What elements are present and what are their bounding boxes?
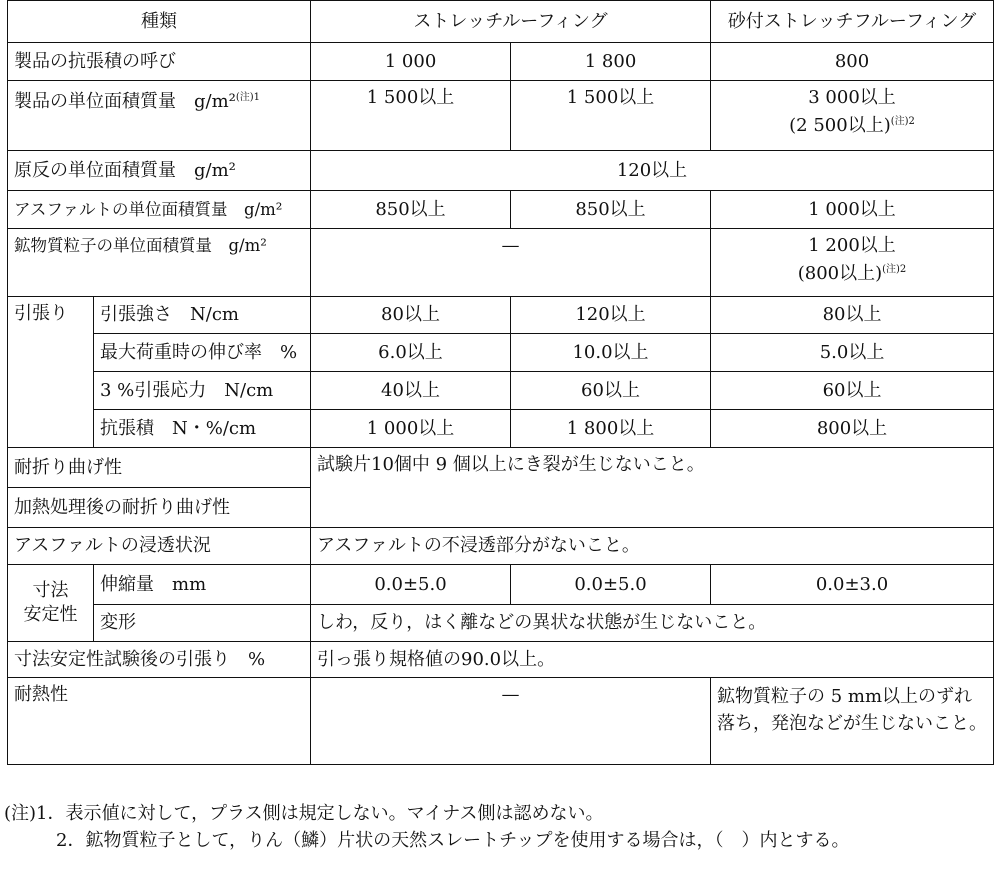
cell-line: [717, 258, 987, 286]
table-cell: 10.0以上: [511, 334, 711, 372]
cell-line: 1 200以上: [808, 235, 896, 256]
table-cell: しわ，反り，はく離などの異状な状態が生じないこと。: [311, 605, 994, 642]
header-stretch-roofing: ストレッチルーフィング: [311, 1, 711, 43]
table-cell: 0.0±5.0: [311, 565, 511, 605]
row-label: 最大荷重時の伸び率 %: [94, 334, 311, 372]
table-cell: 1 800: [511, 43, 711, 81]
table-cell: 1 000以上: [711, 191, 994, 229]
table-cell: 40以上: [311, 372, 511, 410]
note-ref: (注)2: [882, 264, 907, 275]
table-cell: 850以上: [511, 191, 711, 229]
table-cell: 120以上: [311, 151, 994, 191]
table-cell: 1 000: [311, 43, 511, 81]
group-line: 寸法: [32, 580, 69, 601]
row-label: 製品の抗張積の呼び: [8, 43, 311, 81]
note-text: 1．表示値に対して，プラス側は規定しない。マイナス側は認めない。: [36, 803, 604, 824]
table-cell: 引っ張り規格値の90.0以上。: [311, 642, 994, 678]
table-cell: 800: [711, 43, 994, 81]
header-sanded-roofing: 砂付ストレッチフルーフィング: [711, 1, 994, 43]
group-label-tensile: 引張り: [8, 297, 94, 448]
row-label: 引張強さ N/cm: [94, 297, 311, 334]
row-label-text: 製品の単位面積質量 g/m²: [14, 91, 236, 112]
table-row: [8, 410, 994, 448]
group-label-dimension: [8, 565, 94, 642]
header-row: [8, 1, 994, 43]
note-ref: (注)2: [890, 116, 915, 127]
spec-table: [7, 0, 994, 765]
row-label: 寸法安定性試験後の引張り %: [8, 642, 311, 678]
table-row: [8, 528, 994, 565]
table-row: [8, 372, 994, 410]
table-cell: 試験片10個中 9 個以上にき裂が生じないこと。: [311, 448, 994, 528]
table-cell: アスファルトの不浸透部分がないこと。: [311, 528, 994, 565]
table-cell: 1 500以上: [311, 81, 511, 151]
table-row: [8, 605, 994, 642]
cell-line: [717, 110, 987, 138]
table-cell: 60以上: [711, 372, 994, 410]
table-cell: 120以上: [511, 297, 711, 334]
row-label: 3 %引張応力 N/cm: [94, 372, 311, 410]
note-ref: (注)1: [235, 92, 261, 103]
table-cell: 0.0±3.0: [711, 565, 994, 605]
table-row: [8, 565, 994, 605]
table-row: [8, 81, 994, 151]
table-cell: 0.0±5.0: [511, 565, 711, 605]
table-row: [8, 43, 994, 81]
row-label: アスファルトの浸透状況: [8, 528, 311, 565]
table-cell: 1 000以上: [311, 410, 511, 448]
table-cell: 1 500以上: [511, 81, 711, 151]
table-row: [8, 334, 994, 372]
row-label: [8, 81, 311, 151]
table-cell: —: [311, 678, 711, 765]
cell-line: 3 000以上: [808, 87, 896, 108]
table-cell: [711, 81, 994, 151]
note-prefix: (注): [4, 803, 37, 824]
row-label: 耐折り曲げ性: [8, 448, 311, 488]
table-row: [8, 151, 994, 191]
notes: [4, 800, 996, 854]
table-row: [8, 448, 994, 488]
table-row: [8, 191, 994, 229]
table-cell: —: [311, 229, 711, 297]
row-label: 鉱物質粒子の単位面積質量 g/m²: [8, 229, 311, 297]
table-cell: 1 800以上: [511, 410, 711, 448]
table-cell: 850以上: [311, 191, 511, 229]
table-cell: 鉱物質粒子の 5 mm以上のずれ落ち，発泡などが生じないこと。: [711, 678, 994, 765]
table-row: [8, 297, 994, 334]
row-label: 加熱処理後の耐折り曲げ性: [8, 488, 311, 528]
cell-line-text: (2 500以上): [789, 115, 891, 136]
table-cell: 5.0以上: [711, 334, 994, 372]
table-cell: [711, 229, 994, 297]
table-cell: 80以上: [711, 297, 994, 334]
table-row: [8, 678, 994, 765]
note-1: [4, 800, 996, 827]
row-label: アスファルトの単位面積質量 g/m²: [8, 191, 311, 229]
group-line: 安定性: [23, 604, 78, 625]
cell-line-text: (800以上): [797, 263, 883, 284]
row-label: 変形: [94, 605, 311, 642]
table-cell: 80以上: [311, 297, 511, 334]
table-cell: 6.0以上: [311, 334, 511, 372]
note-2: 2．鉱物質粒子として，りん（鱗）片状の天然スレートチップを使用する場合は，（ ）内とする。: [56, 830, 850, 851]
row-label: 原反の単位面積質量 g/m²: [8, 151, 311, 191]
header-kind: 種類: [8, 1, 311, 43]
table-cell: 800以上: [711, 410, 994, 448]
table-row: [8, 229, 994, 297]
row-label: 耐熱性: [8, 678, 311, 765]
table-cell: 60以上: [511, 372, 711, 410]
row-label: 抗張積 N・%/cm: [94, 410, 311, 448]
row-label: 伸縮量 mm: [94, 565, 311, 605]
table-row: [8, 642, 994, 678]
